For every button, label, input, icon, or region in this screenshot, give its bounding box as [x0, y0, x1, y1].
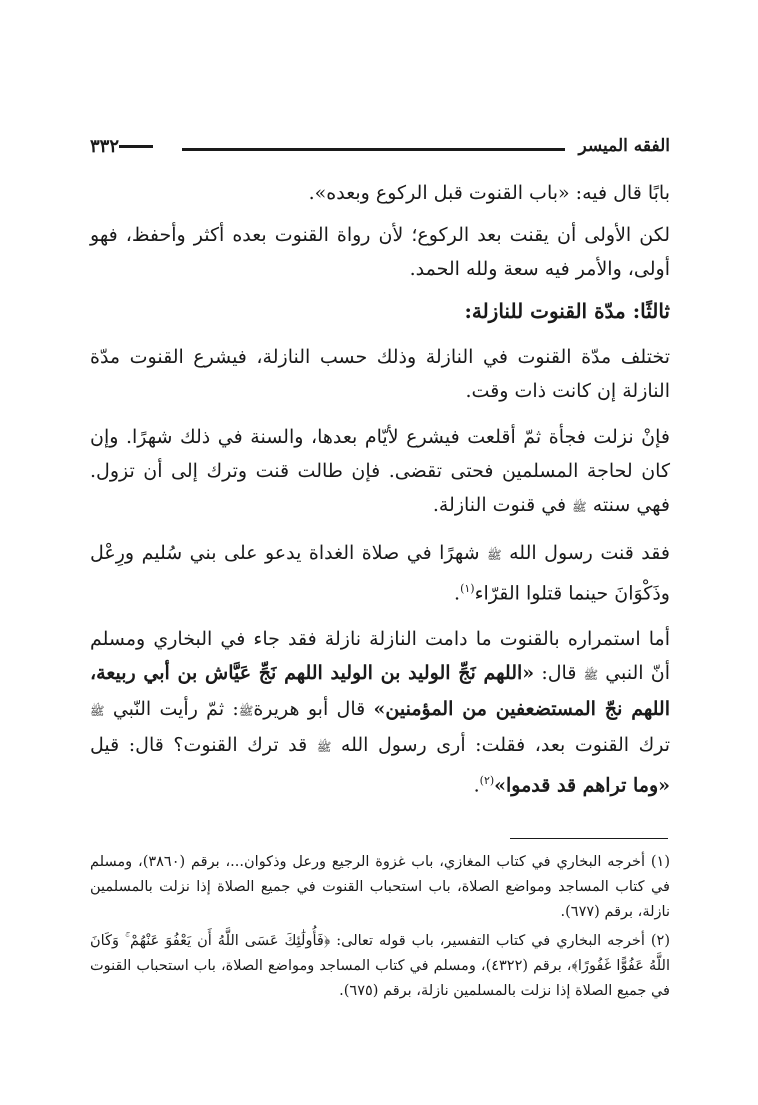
footnote-separator — [510, 838, 668, 839]
hadith-quote: «اللهم نَجِّ الوليد بن الوليد اللهم نَجِّ عَيَّاش بن أبي ربيعة، اللهم نجّ المستضعفين من المؤمنين» — [90, 662, 670, 721]
paragraph-3: تختلف مدّة القنوت في النازلة وذلك حسب النازلة، فيشرع القنوت مدّة النازلة إن كانت ذات وقت. — [90, 346, 670, 402]
p5-text-b: شهرًا في صلاة الغداة يدعو على بني سُليم ورِعْل وذَكْوَانَ حينما قتلوا القرّاء — [90, 542, 670, 605]
radiya-honorific: ﷺ — [238, 704, 254, 719]
hadith-quote-2: «وما تراهم قد قدموا» — [494, 774, 670, 797]
paragraph-5: فقد قنت رسول الله ﷺ شهرًا في صلاة الغداة يدعو على بني سُليم ورِعْل وذَكْوَانَ حينما قتلوا القرّاء$^{(١)}$. — [90, 542, 670, 605]
p6-text-e: ترك القنوت بعد، فقلت: أرى رسول الله — [340, 734, 671, 757]
pbuh-honorific: ﷺ — [90, 704, 105, 719]
footnote-2 — [90, 929, 670, 1004]
p6-text-c: قال أبو هريرة — [253, 698, 366, 721]
footnote-ref-2[interactable]: (٢) — [479, 774, 495, 788]
footnote-2-number: (٢) — [650, 933, 670, 949]
paragraph-1: بابًا قال فيه: «باب القنوت قبل الركوع وبعده». — [308, 182, 670, 204]
footnote-ref-1[interactable]: (١) — [460, 582, 475, 595]
book-title: الفقه الميسر — [578, 136, 670, 156]
footnotes — [90, 850, 670, 1004]
p4-text-a: فإنْ نزلت فجأة ثمّ أقلعت فيشرع لأيّام بعدها، والسنة في ذلك شهرًا. وإن كان لحاجة المسلمين فحتى تقضى. فإن طالت قنت وترك إلى أن تزول. فهي سنته — [90, 426, 670, 516]
paragraph-2: لكن الأولى أن يقنت بعد الركوع؛ لأن رواة القنوت بعده أكثر وأحفظ، فهو أولى، والأمر فيه سعة ولله الحمد. — [90, 224, 670, 280]
p6-text-a: أما استمراره بالقنوت ما دامت النازلة نازلة فقد جاء في البخاري ومسلم أنّ النبي — [90, 628, 670, 685]
p6-text-b: قال: — [541, 662, 577, 685]
footnote-1-text: أخرجه البخاري في كتاب المغازي، باب غزوة الرجيع ورعل وذكوان...، برقم (٣٨٦٠)، ومسلم في كتاب المساجد ومواضع الصلاة، باب استحباب القنوت في جميع الصلاة إذا نزلت بالمسلمين نازلة، برقم (٦٧٧). — [90, 854, 670, 920]
running-header — [90, 136, 670, 166]
footnote-1 — [90, 850, 670, 925]
p5-text-a: فقد قنت رسول الله — [509, 542, 670, 564]
page-number-group — [90, 136, 159, 157]
pbuh-honorific: ﷺ — [572, 500, 587, 514]
quran-verse: ﴿فَأُولَٰئِكَ عَسَى اللَّهُ أَن يَعْفُوَ عَنْهُمْ ۚ وَكَانَ اللَّهُ عَفُوًّا غَفُورًا﴾ — [90, 933, 671, 974]
paragraph-4 — [90, 420, 670, 524]
p6-text-f: قد ترك القنوت؟ قال: قيل — [90, 734, 308, 757]
pbuh-honorific: ﷺ — [583, 668, 599, 683]
footnote-2-text-a: أخرجه البخاري في كتاب التفسير، باب قوله تعالى: — [336, 933, 645, 949]
header-rule — [182, 148, 565, 151]
paragraph-6: أما استمراره بالقنوت ما دامت النازلة نازلة فقد جاء في البخاري ومسلم أنّ النبي ﷺ قال: «اللهم نَجِّ الوليد بن الوليد اللهم نَجِّ عَيَّاش بن أبي ربيعة، اللهم نجّ المستضعفين من المؤمنين» قال أبو هريرةﷺ: ثمّ رأيت النّبي ﷺ ترك القنوت بعد، فقلت: أرى رسول الله ﷺ قد ترك القنوت؟ قال: قيل «وما تراهم قد قدموا»$^{(٢)}$. — [90, 628, 671, 797]
pbuh-honorific: ﷺ — [316, 740, 332, 755]
page-number-dash — [119, 145, 153, 148]
page-number: ٣٣٢ — [90, 136, 120, 157]
p4-text-b: في قنوت النازلة. — [432, 494, 567, 516]
p6-text-d: : ثمّ رأيت النّبي — [112, 698, 239, 721]
footnote-2-text-b: ، برقم (٤٣٢٢)، ومسلم في كتاب المساجد ومواضع الصلاة، باب استحباب القنوت في جميع الصلاة إذا نزلت بالمسلمين نازلة، برقم (٦٧٥). — [90, 958, 670, 999]
pbuh-honorific: ﷺ — [487, 548, 502, 562]
body-text — [90, 176, 670, 803]
footnote-1-number: (١) — [650, 854, 670, 870]
section-heading: ثالثًا: مدّة القنوت للنازلة: — [464, 299, 670, 323]
